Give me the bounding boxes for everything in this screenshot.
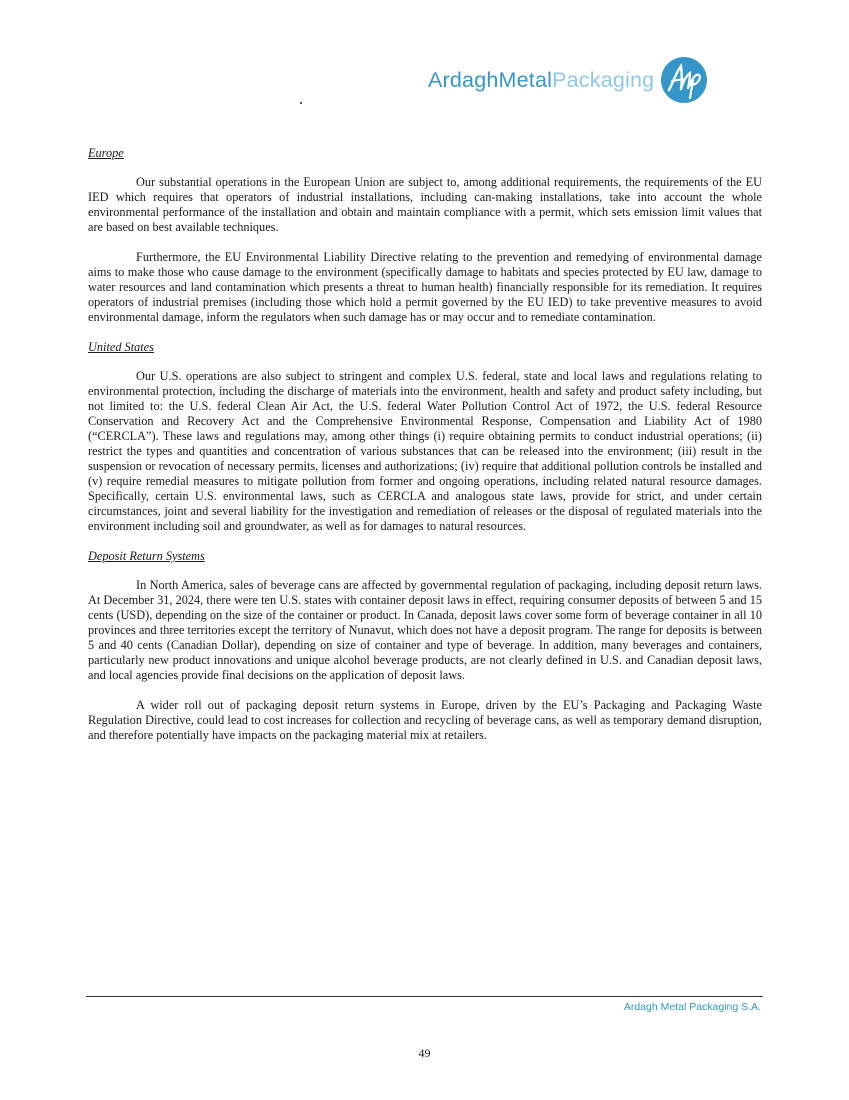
section-heading: Europe — [88, 146, 124, 160]
logo-wordmark: ArdaghMetalPackaging — [428, 68, 655, 92]
section-heading: United States — [88, 340, 154, 354]
paragraph: Our substantial operations in the European Union are subject to, among additional requirements, the requirements of the EU IED which requires that operators of industrial installations, including can-making installations, take into account the whole environmental performance of the installation and obtain and maintain compliance with a permit, which sets emission limit values that are based on best available techniques. — [88, 175, 762, 234]
page-number: 49 — [418, 1046, 431, 1060]
document-body — [88, 146, 762, 758]
section-deposit-return-systems — [88, 549, 762, 743]
paragraph: Our U.S. operations are also subject to stringent and complex U.S. federal, state and local laws and regulations relating to environmental protection, including the discharge of materials into the environment, health and safety and product safety including, but not limited to: the U.S. federal Clean Air Act, the U.S. federal Water Pollution Control Act of 1972, the U.S. federal Resource Conservation and Recovery Act and the Comprehensive Environmental Response, Compensation and Liability Act of 1980 (“CERCLA”). These laws and regulations may, among other things (i) require obtaining permits to conduct industrial operations; (ii) restrict the types and quantities and concentration of various substances that can be released into the environment; (iii) result in the suspension or revocation of necessary permits, licenses and authorizations; (iv) require that additional pollution controls be installed and (v) require remedial measures to mitigate pollution from former and ongoing operations, including related natural resource damages. Specifically, certain U.S. environmental laws, such as CERCLA and analogous state laws, provide for strict, and under certain circumstances, joint and several liability for the investigation and remediation of releases or the disposal of regulated materials into the environment including soil and groundwater, as well as for damages to natural resources. — [88, 369, 762, 533]
section-heading: Deposit Return Systems — [88, 549, 205, 563]
section-europe — [88, 146, 762, 325]
paragraph: In North America, sales of beverage cans are affected by governmental regulation of packaging, including deposit return laws. At December 31, 2024, there were ten U.S. states with container deposit laws in effect, requiring consumer deposits of between 5 and 15 cents (USD), depending on the size of the container or product. In Canada, deposit laws cover some form of beverage container in all 10 provinces and three territories except the territory of Nunavut, which does not have a deposit program. The range for deposits is between 5 and 40 cents (Canadian Dollar), depending on size of container and type of beverage. In addition, many beverages and containers, particularly new product innovations and unique alcohol beverage products, are not clearly defined in U.S. and Canadian deposit laws, and local agencies provide final decisions on the application of deposit laws. — [88, 578, 762, 682]
footer-divider — [86, 996, 763, 997]
amp-monogram-icon — [660, 56, 708, 104]
footer-company-name: Ardagh Metal Packaging S.A. — [623, 1001, 761, 1013]
section-united-states — [88, 340, 762, 534]
paragraph: A wider roll out of packaging deposit return systems in Europe, driven by the EU’s Packaging and Packaging Waste Regulation Directive, could lead to cost increases for collection and recycling of beverage cans, as well as temporary demand disruption, and therefore potentially have impacts on the packaging material mix at retailers. — [88, 698, 762, 742]
stray-dot — [300, 102, 302, 104]
company-logo — [428, 55, 708, 105]
paragraph: Furthermore, the EU Environmental Liability Directive relating to the prevention and remedying of environmental damage aims to make those who cause damage to the environment (specifically damage to habitats and species protected by EU law, damage to water resources and land contamination which presents a threat to human health) financially responsible for its remediation. It requires operators of industrial premises (including those which hold a permit governed by the EU IED) to take preventive measures to avoid environmental damage, inform the regulators when such damage has or may occur and to remediate contamination. — [88, 250, 762, 324]
